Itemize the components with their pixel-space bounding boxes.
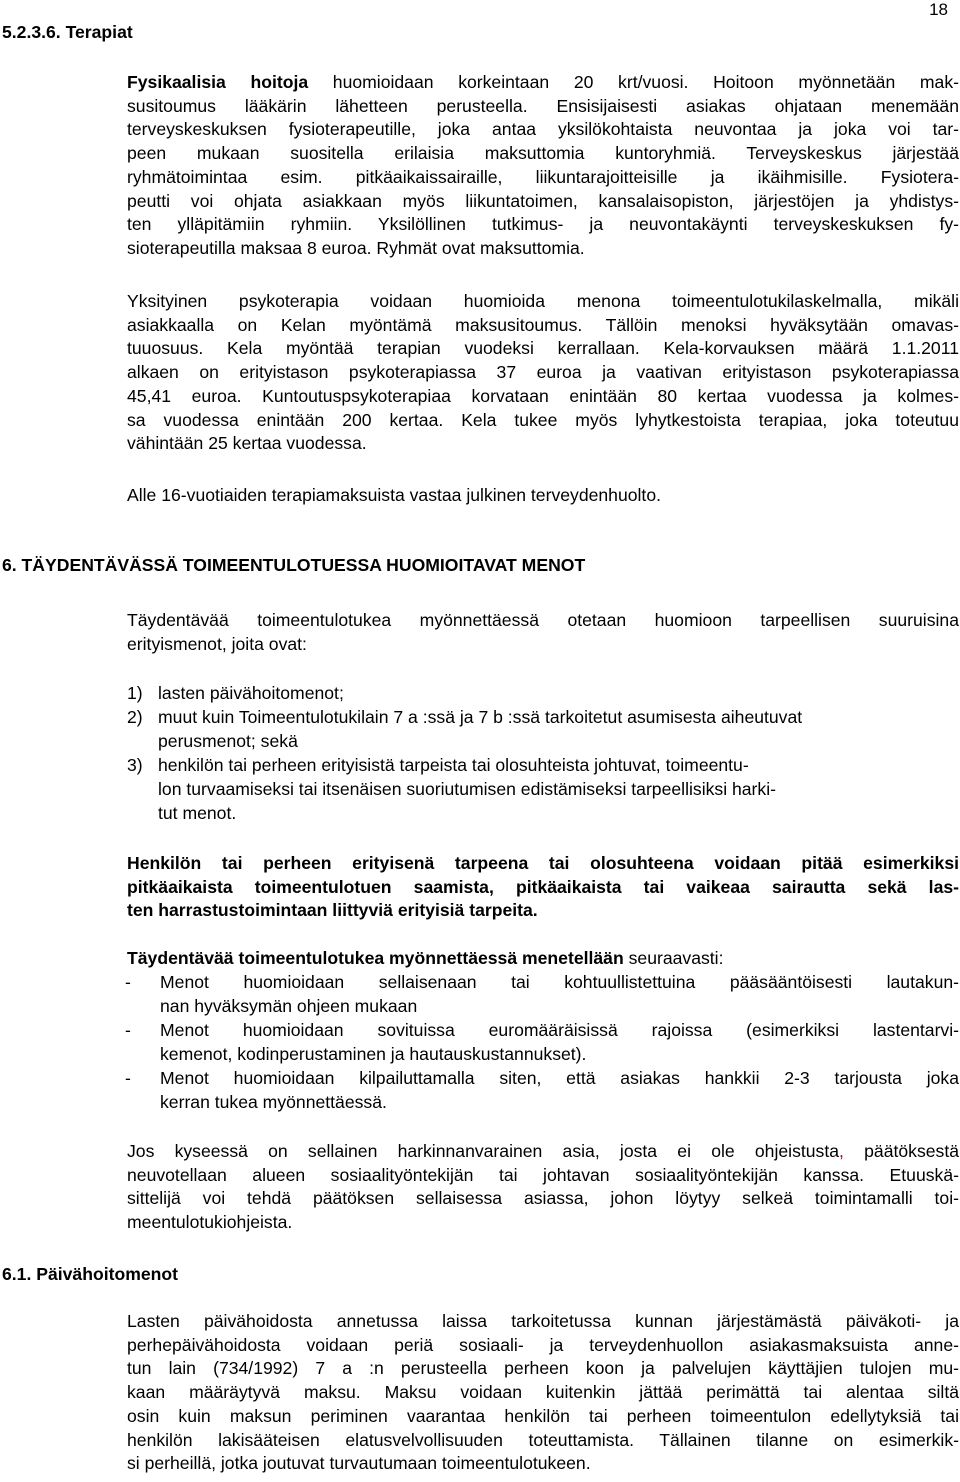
- dash-bullet: -: [125, 1068, 131, 1088]
- para-line: kerran tukea myönnettäessä.: [160, 1091, 387, 1112]
- para-line: si perheillä, jotka joutuvat turvautumaan toimeentulotukeen.: [127, 1453, 591, 1474]
- para-line: [127, 1140, 959, 1164]
- para-line: sa vuodessa enintään 200 kertaa. Kela tukee myös lyhytkestoista terapiaa, joka toteutuu: [127, 409, 959, 430]
- para-line: erityismenot, joita ovat:: [127, 633, 307, 654]
- para-line: asiakkaalla on Kelan myöntämä maksusitoumus. Tällöin menoksi hyväksytään omavas-: [127, 314, 959, 335]
- list-number: 3): [127, 755, 143, 775]
- para-line: nan hyväksymän ohjeen mukaan: [160, 995, 418, 1016]
- para-line: tun lain (734/1992) 7 a :n perusteella perheen koon ja palvelujen käyttäjien tulojen mu-: [127, 1358, 959, 1379]
- line-text: seuraavasti:: [623, 948, 724, 968]
- list-text: perusmenot; sekä: [158, 731, 298, 751]
- para-line: terveyskeskuksen fysioterapeutille, joka antaa yksilökohtaista neuvontaa ja joka voi tar-: [127, 119, 959, 140]
- list-number: 1): [127, 683, 143, 703]
- line-text: huomioidaan korkeintaan 20 krt/vuosi. Hoitoon myönnetään mak-: [308, 72, 959, 92]
- dash-list-item: [125, 1019, 959, 1066]
- list-text: lasten päivähoitomenot;: [158, 683, 344, 703]
- para-line: Menot huomioidaan kilpailuttamalla siten, että asiakas hankkii 2-3 tarjousta joka: [160, 1068, 959, 1088]
- dash-list-item: [125, 1067, 959, 1114]
- section-heading-terapiat: 5.2.3.6. Terapiat: [2, 22, 133, 42]
- dash-bullet: -: [125, 972, 131, 992]
- paragraph-harkinnanvarainen: [127, 1140, 959, 1235]
- para-line: perhepäivähoidosta voidaan periä sosiaali- ja terveydenhuollon asiakasmaksuista anne-: [127, 1334, 959, 1355]
- para-line: meentulotukiohjeista.: [127, 1212, 293, 1233]
- line-text: päätöksestä: [843, 1141, 959, 1161]
- para-line: Menot huomioidaan sovituissa euromääräisissä rajoissa (esimerkiksi lastentarvi-: [160, 1020, 959, 1040]
- para-line: henkilön lakisääteisen elatusvelvollisuuden toteuttamista. Tällainen tilanne on esimerkik-: [127, 1429, 959, 1450]
- para-line: susitoumus lääkärin lähetteen perusteella. Ensisijaisesti asiakas ohjataan menemään: [127, 95, 959, 116]
- para-line: ten harrastustoimintaan liittyviä erityisiä tarpeita.: [127, 900, 538, 921]
- para-line: vähintään 25 kertaa vuodessa.: [127, 433, 367, 454]
- para-line: peen mukaan suositella erilaisia maksuttomia kuntoryhmiä. Terveyskeskus järjestää: [127, 143, 959, 164]
- page-number: 18: [929, 0, 948, 19]
- section-heading-paivahoito: 6.1. Päivähoitomenot: [2, 1264, 178, 1284]
- list-number: 2): [127, 707, 143, 727]
- bold-term: Fysikaalisia hoitoja: [127, 72, 309, 92]
- para-line: kaan määräytyvä maksu. Maksu voidaan kuitenkin jättää perimättä tai alentaa siltä: [127, 1382, 959, 1403]
- line-text: Jos kyseessä on sellainen harkinnanvarainen asia, josta ei ole ohjeistusta: [127, 1141, 840, 1161]
- para-line: [127, 947, 959, 971]
- para-line: 45,41 euroa. Kuntoutuspsykoterapiaa korvataan enintään 80 kertaa vuodessa ja kolmes-: [127, 385, 959, 406]
- para-line: peutti voi ohjata asiakkaan myös liikuntatoimen, kansalaisopiston, järjestöjen ja yhdistys-: [127, 190, 959, 211]
- para-line: Täydentävää toimeentulotukea myönnettäessä otetaan huomioon tarpeellisen suuruisina: [127, 610, 959, 630]
- section-heading-taydentava: 6. TÄYDENTÄVÄSSÄ TOIMEENTULOTUESSA HUOMIOITAVAT MENOT: [2, 555, 586, 575]
- list-text: lon turvaamiseksi tai itsenäisen suoriutumisen edistämiseksi tarpeellisiksi harki-: [158, 779, 776, 799]
- list-text: muut kuin Toimeentulotukilain 7 a :ssä ja 7 b :ssä tarkoitetut asumisesta aiheutuvat: [158, 707, 803, 727]
- para-line: Henkilön tai perheen erityisenä tarpeena tai olosuhteena voidaan pitää esimerkiksi: [127, 853, 959, 873]
- paragraph-menettely: [127, 947, 959, 971]
- paragraph-paivahoito: [127, 1310, 959, 1476]
- list-text: henkilön tai perheen erityisistä tarpeista tai olosuhteista johtuvat, toimeentu-: [158, 755, 749, 775]
- para-line: kemenot, kodinperustaminen ja hautauskustannukset).: [160, 1043, 587, 1064]
- list-text: tut menot.: [158, 803, 237, 823]
- para-line: neuvotellaan alueen sosiaalityöntekijän tai johtavan sosiaalityöntekijän kanssa. Etuuskä-: [127, 1164, 959, 1185]
- para-line: pitkäaikaista toimeentulotuen saamista, pitkäaikaista tai vaikeaa sairautta sekä las-: [127, 876, 959, 897]
- para-line: Yksityinen psykoterapia voidaan huomioida menona toimeentulotukilaskelmalla, mikäli: [127, 291, 959, 311]
- para-line: Lasten päivähoidosta annetussa laissa tarkoitetussa kunnan järjestämästä päiväkoti- ja: [127, 1311, 959, 1331]
- para-line: ten ylläpitämiin ryhmiin. Yksilöllinen tutkimus- ja neuvontakäynti terveyskeskuksen fy-: [127, 214, 959, 235]
- para-line: ryhmätoimintaa esim. pitkäaikaissairaille, liikuntarajoitteisille ja ikäihmisille. Fysiotera-: [127, 166, 959, 187]
- paragraph-psykoterapia: [127, 290, 959, 456]
- paragraph-intro: [127, 609, 959, 656]
- dash-list-item: [125, 971, 959, 1018]
- bold-lead: Täydentävää toimeentulotukea myönnettäessä menetellään: [127, 948, 624, 968]
- dash-bullet: -: [125, 1020, 131, 1040]
- para-line: Menot huomioidaan sellaisenaan tai kohtuullistettuina pääsääntöisesti lautakun-: [160, 972, 959, 992]
- para-line: Alle 16-vuotiaiden terapiamaksuista vastaa julkinen terveydenhuolto.: [127, 485, 661, 505]
- para-line: osin kuin maksun periminen vaarantaa henkilön tai perheen toimeentulon edellytyksiä tai: [127, 1405, 959, 1426]
- red-comma: ,: [839, 1141, 844, 1161]
- para-line: sittelijä voi tehdä päätöksen sellaisessa asiassa, johon löytyy selkeä toimintamalli toi-: [127, 1188, 959, 1209]
- para-line: [127, 71, 959, 95]
- paragraph-erityinen-tarve: [127, 852, 959, 923]
- para-line: sioterapeutilla maksaa 8 euroa. Ryhmät ovat maksuttomia.: [127, 237, 585, 258]
- para-line: alkaen on erityistason psykoterapiassa 37 euroa ja vaativan erityistason psykoterapiassa: [127, 362, 959, 383]
- para-line: tuuosuus. Kela myöntää terapian vuodeksi kerrallaan. Kela-korvauksen määrä 1.1.2011: [127, 338, 959, 359]
- paragraph-alle-16: [127, 484, 959, 508]
- paragraph-fysikaaliset-hoidot: [127, 71, 959, 261]
